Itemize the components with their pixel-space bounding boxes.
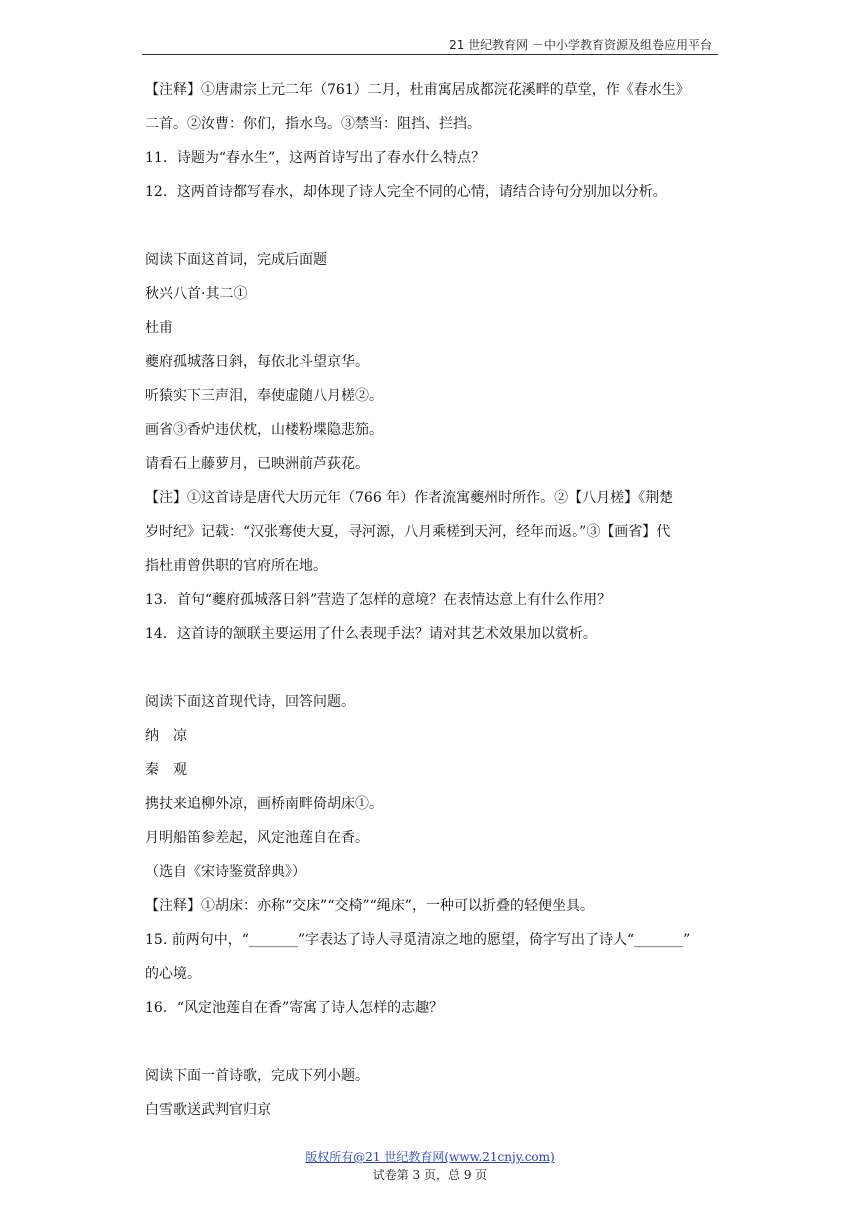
poem-author: 杜甫	[145, 320, 173, 336]
text-line: 【注释】①胡床：亦称“交床”“交椅”“绳床”，一种可以折叠的轻便坐具。	[145, 898, 594, 914]
poem-line: 请看石上藤萝月，已映洲前芦荻花。	[145, 456, 369, 472]
poem-author: 秦 观	[145, 762, 187, 778]
question-15: 15. 前两句中，“_______”字表达了诗人寻觅清凉之地的愿望，倚字写出了诗人“_______”	[145, 932, 691, 948]
page-number: 试卷第 3 页，总 9 页	[372, 1168, 488, 1182]
poem-line: 夔府孤城落日斜，每依北斗望京华。	[145, 354, 369, 370]
text-line: 【注】①这首诗是唐代大历元年（766 年）作者流寓夔州时所作。②【八月槎】《荆楚	[145, 490, 674, 506]
poem-line: 月明船笛参差起，风定池莲自在香。	[145, 830, 369, 846]
text-line: （选自《宋诗鉴赏辞典》）	[145, 864, 306, 880]
poem-line: 听猿实下三声泪，奉使虚随八月槎②。	[145, 388, 383, 404]
text-line: 阅读下面这首词，完成后面题	[145, 252, 327, 268]
question-16: 16．“风定池莲自在香”寄寓了诗人怎样的志趣？	[145, 1000, 444, 1016]
header-title: 21 世纪教育网 －中小学教育资源及组卷应用平台	[449, 38, 712, 52]
text-line: 阅读下面一首诗歌，完成下列小题。	[145, 1068, 369, 1084]
poem-line: 画省③香炉违伏枕，山楼粉堞隐悲笳。	[145, 422, 383, 438]
question-14: 14．这首诗的颔联主要运用了什么表现手法？请对其艺术效果加以赏析。	[145, 626, 597, 642]
poem-title: 秋兴八首·其二①	[145, 286, 248, 302]
question-12: 12．这两首诗都写春水，却体现了诗人完全不同的心情，请结合诗句分别加以分析。	[145, 184, 667, 200]
text-line: 的心境。	[145, 966, 201, 982]
poem-title: 白雪歌送武判官归京	[145, 1102, 271, 1118]
page-header	[142, 36, 718, 55]
text-line: 指杜甫曾供职的官府所在地。	[145, 558, 327, 574]
copyright-link[interactable]: 版权所有@21 世纪教育网(www.21cnjy.com)	[305, 1150, 555, 1164]
text-line: 二首。②汝曹：你们，指水鸟。③禁当：阻挡、拦挡。	[145, 116, 481, 132]
text-line: 岁时纪》记载：“汉张骞使大夏，寻河源，八月乘槎到天河，经年而返。”③【画省】代	[145, 524, 671, 540]
text-line: 阅读下面这首现代诗，回答问题。	[145, 694, 355, 710]
question-11: 11．诗题为“春水生”，这两首诗写出了春水什么特点？	[145, 150, 486, 166]
poem-line: 携扙来追柳外凉，画桥南畔倚胡床①。	[145, 796, 383, 812]
text-line: 【注释】①唐肃宗上元二年（761）二月，杜甫寓居成都浣花溪畔的草堂，作《春水生》	[145, 82, 690, 98]
poem-title: 纳 凉	[145, 728, 187, 744]
question-13: 13．首句“夔府孤城落日斜”营造了怎样的意境？在表情达意上有什么作用？	[145, 592, 612, 608]
